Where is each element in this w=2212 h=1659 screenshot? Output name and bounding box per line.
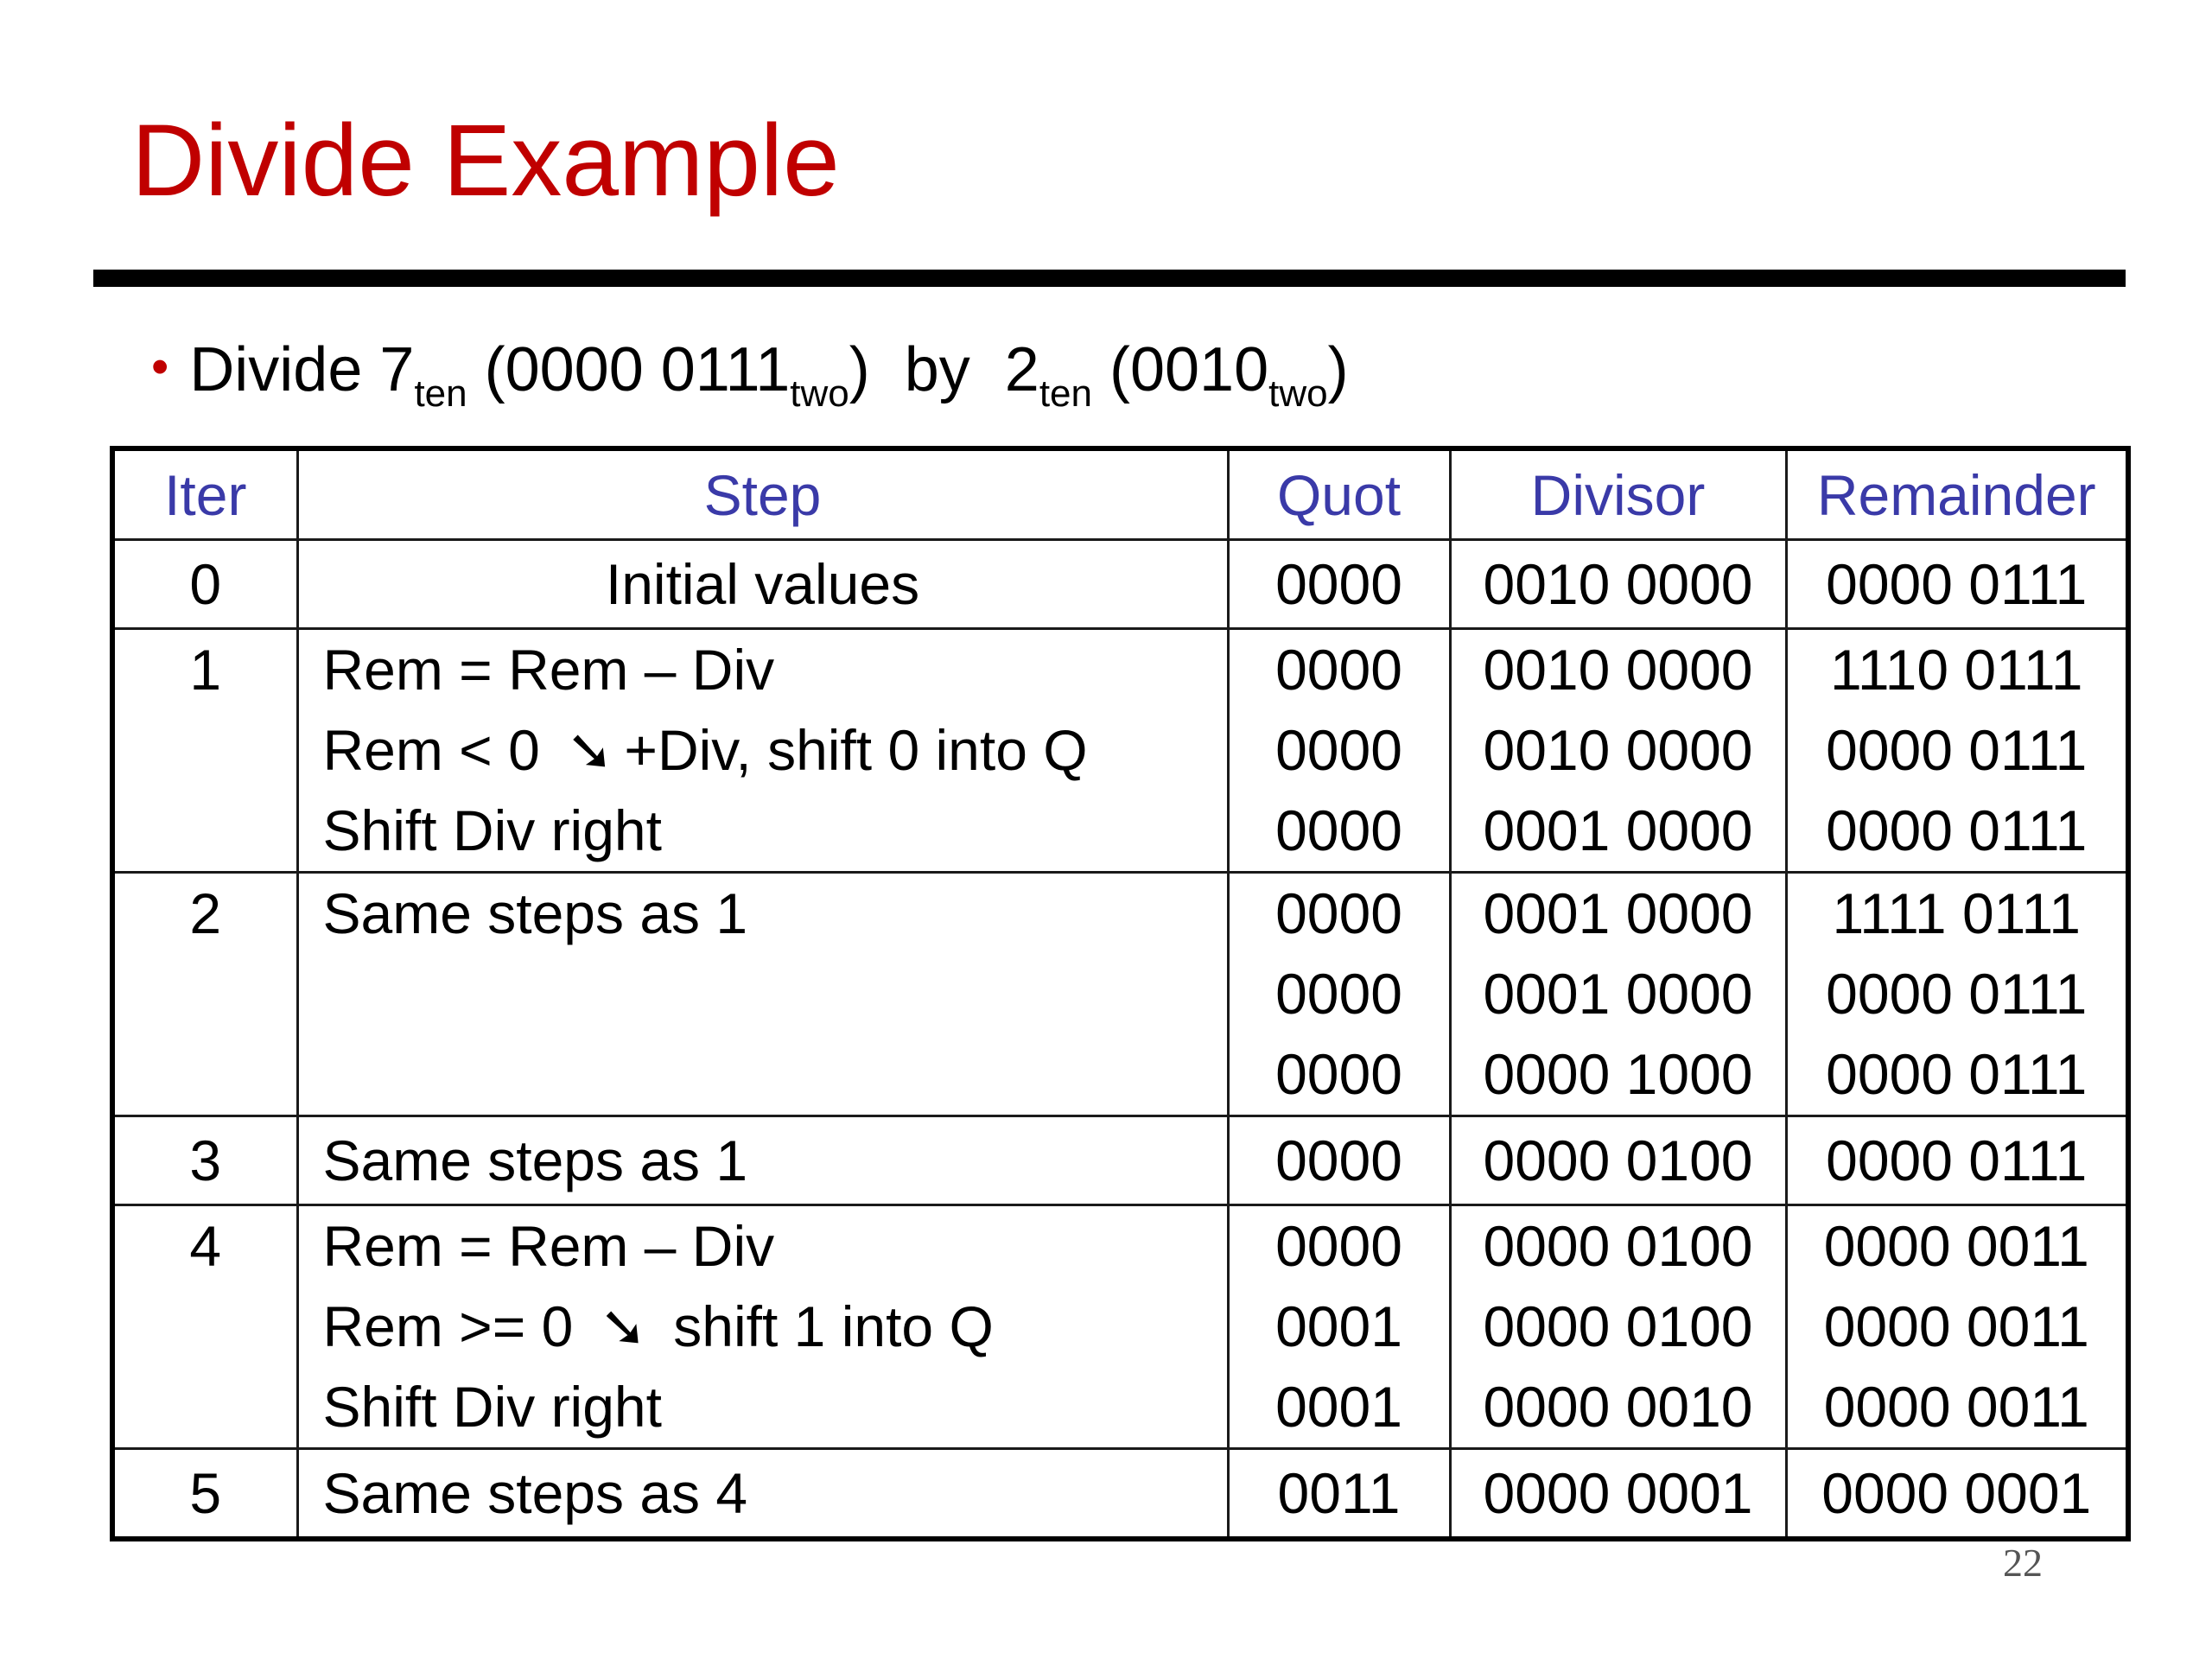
header-remainder: Remainder — [1786, 448, 2128, 540]
bullet-sub-c: ten — [1039, 372, 1092, 415]
divisor-cell: 0000 0100 — [1450, 1116, 1786, 1205]
iter-cell: 4 — [112, 1205, 297, 1449]
divisor-cell: 0010 0000 0010 0000 0001 0000 — [1450, 629, 1786, 873]
step-line: Shift Div right — [322, 1375, 662, 1439]
step-cell: Same steps as 4 — [297, 1449, 1228, 1540]
table-row — [112, 629, 2128, 873]
quot-cell: 0000 0000 0000 — [1228, 629, 1450, 873]
step-cell: Initial values — [297, 540, 1228, 629]
bullet-sub-a: ten — [414, 372, 467, 415]
remainder-cell: 0000 0001 — [1786, 1449, 2128, 1540]
step-line: Shift Div right — [322, 798, 662, 862]
iter-cell: 0 — [112, 540, 297, 629]
step-cell — [297, 1205, 1228, 1449]
header-iter: Iter — [112, 448, 297, 540]
step-line: Rem = Rem – Div — [322, 1214, 775, 1278]
page-number: 22 — [2003, 1541, 2043, 1585]
step-cell — [297, 873, 1228, 1116]
quot-cell: 0000 — [1228, 1116, 1450, 1205]
bullet-sub-d: two — [1268, 372, 1328, 415]
header-divisor: Divisor — [1450, 448, 1786, 540]
bullet-text-d: (0010 — [1091, 335, 1269, 404]
quot-cell: 0000 — [1228, 540, 1450, 629]
bullet-text-c: ) by 2 — [849, 335, 1039, 404]
table-header-row — [112, 448, 2128, 540]
arrow-down-right-icon: ➘ — [566, 718, 614, 782]
iter-cell: 5 — [112, 1449, 297, 1540]
quot-cell: 0011 — [1228, 1449, 1450, 1540]
quot-cell: 0000 0000 0000 — [1228, 873, 1450, 1116]
header-quot: Quot — [1228, 448, 1450, 540]
iter-cell: 3 — [112, 1116, 297, 1205]
bullet-sub-b: two — [790, 372, 849, 415]
iter-cell: 1 — [112, 629, 297, 873]
remainder-cell: 0000 0111 — [1786, 1116, 2128, 1205]
bullet-divide-statement — [151, 335, 1349, 415]
iter-cell: 2 — [112, 873, 297, 1116]
slide-title: Divide Example — [131, 104, 840, 218]
bullet-text-a: Divide 7 — [189, 335, 415, 404]
step-line: Rem < 0 ➘ +Div, shift 0 into Q — [323, 710, 1227, 791]
divisor-cell: 0001 0000 0001 0000 0000 1000 — [1450, 873, 1786, 1116]
remainder-cell: 0000 0111 — [1786, 540, 2128, 629]
remainder-cell: 0000 0011 0000 0011 0000 0011 — [1786, 1205, 2128, 1449]
step-cell: Same steps as 1 — [297, 1116, 1228, 1205]
title-divider — [93, 270, 2126, 287]
step-line: Rem = Rem – Div — [322, 638, 775, 702]
table-row — [112, 1116, 2128, 1205]
remainder-cell: 1111 0111 0000 0111 0000 0111 — [1786, 873, 2128, 1116]
arrow-down-right-icon: ➘ — [599, 1294, 647, 1358]
table-row — [112, 1449, 2128, 1540]
table-row — [112, 1205, 2128, 1449]
divisor-cell: 0010 0000 — [1450, 540, 1786, 629]
bullet-text-b: (0000 0111 — [467, 335, 791, 404]
remainder-cell: 1110 0111 0000 0111 0000 0111 — [1786, 629, 2128, 873]
divisor-cell: 0000 0100 0000 0100 0000 0010 — [1450, 1205, 1786, 1449]
header-step: Step — [297, 448, 1228, 540]
bullet-text-e: ) — [1327, 335, 1349, 404]
divisor-cell: 0000 0001 — [1450, 1449, 1786, 1540]
step-cell — [297, 629, 1228, 873]
quot-cell: 0000 0001 0001 — [1228, 1205, 1450, 1449]
step-line: Rem >= 0 ➘ shift 1 into Q — [323, 1287, 1227, 1367]
bullet-dot-icon: • — [151, 339, 169, 395]
table-row — [112, 540, 2128, 629]
step-line: Same steps as 1 — [322, 881, 748, 945]
table-row — [112, 873, 2128, 1116]
divide-steps-table — [110, 446, 2131, 1541]
